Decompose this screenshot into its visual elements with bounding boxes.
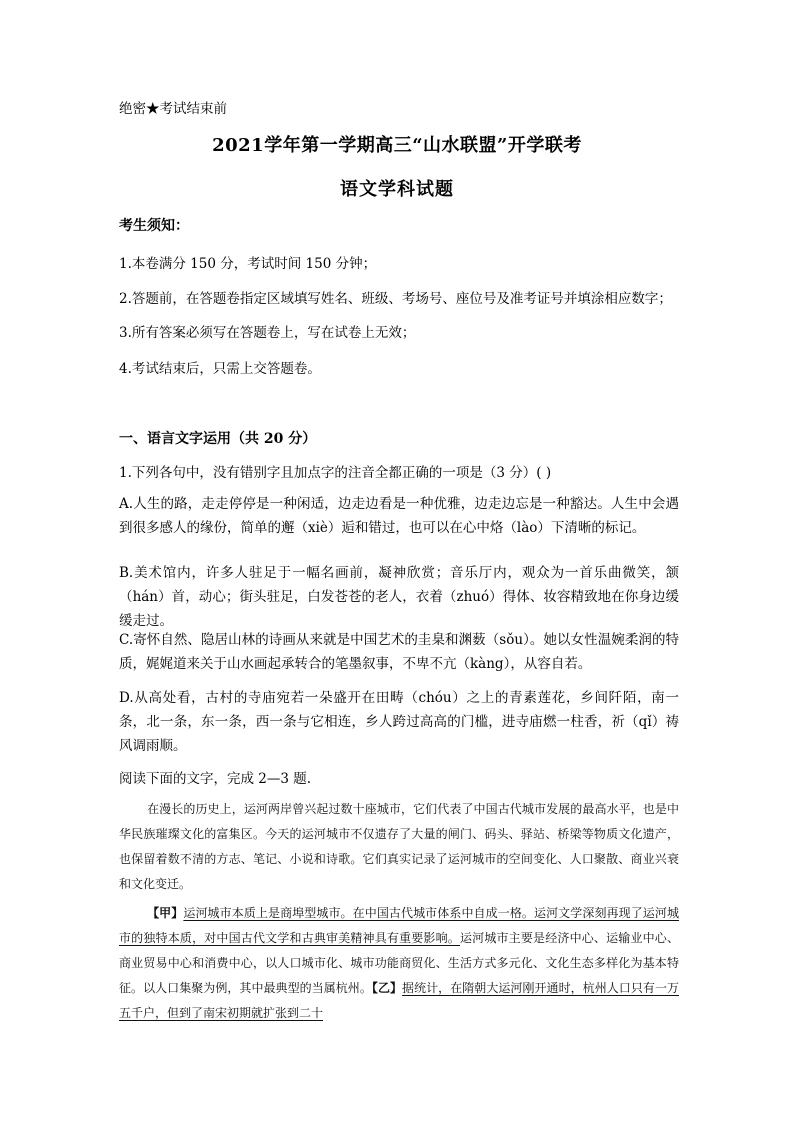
notice-item-4: 4.考试结束后，只需上交答题卷。 bbox=[119, 361, 321, 377]
passage-p2-text: 运河城市主要是经济中心、运输业中心、商业贸易中心和消费中心，以人口城市化、城市功能商贸化、生活方式多元化、文化生态多样化为基本特征。以人口集聚为例，其中最典型的当属杭州。 bbox=[119, 931, 679, 995]
option-a: A.人生的路，走走停停是一种闲适，边走边看是一种优雅，边走边忘是一种豁达。人生中会遇到很多感人的缘份，简单的邂（xiè）逅和错过，也可以在心中烙（lào）下清晰的标记。 bbox=[119, 496, 679, 536]
reading-intro: 阅读下面的文字，完成 2—3 题. bbox=[119, 771, 312, 787]
question-1: 1.下列各句中，没有错别字且加点字的注音全都正确的一项是（3 分）( ) bbox=[119, 465, 552, 481]
passage-paragraph-2 bbox=[119, 901, 679, 1026]
notice-item-1: 1.本卷满分 150 分，考试时间 150 分钟； bbox=[119, 256, 377, 272]
exam-title: 2021学年第一学期高三“山水联盟”开学联考 bbox=[212, 135, 582, 156]
mark-jia: 【甲】 bbox=[147, 906, 184, 920]
section-heading: 一、语言文字运用（共 20 分） bbox=[119, 431, 317, 447]
confidential-label: 绝密★考试结束前 bbox=[119, 101, 227, 117]
option-d: D.从高处看，古村的寺庙宛若一朵盛开在田畴（chóu）之上的青素莲花，乡间阡陌，南一条，北一条，东一条，西一条与它相连，乡人跨过高高的门槛，进寺庙燃一柱香，祈（qǐ）祷风调雨顺。 bbox=[119, 690, 679, 754]
notice-heading: 考生须知： bbox=[119, 218, 189, 234]
passage-p1-text: 在漫长的历史上，运河两岸曾兴起过数十座城市，它们代表了中国古代城市发展的最高水平，也是中华民族璀璨文化的富集区。今天的运河城市不仅遗存了大量的闸门、码头、驿站、桥梁等物质文化遗产，也保留着数不清的方志、笔记、小说和诗歌。它们真实记录了运河城市的空间变化、人口聚散、商业兴衰和文化变迁。 bbox=[119, 802, 679, 891]
notice-item-3: 3.所有答案必须写在答题卷上，写在试卷上无效； bbox=[119, 325, 416, 341]
notice-item-2: 2.答题前，在答题卷指定区域填写姓名、班级、考场号、座位号及准考证号并填涂相应数字； bbox=[119, 291, 672, 307]
passage-paragraph-1 bbox=[119, 797, 679, 897]
underlined-sentence-yi: 据统计，在隋朝大运河刚开通时，杭州人口只有一万五千户，但到了南宋初期就扩张到二十 bbox=[119, 981, 679, 1020]
option-c: C.寄怀自然、隐居山林的诗画从来就是中国艺术的圭臬和渊薮（sǒu）。她以女性温婉柔润的特质，娓娓道来关于山水画起承转合的笔墨叙事，不卑不亢（kàng），从容自若。 bbox=[119, 632, 679, 672]
exam-subtitle: 语文学科试题 bbox=[340, 179, 454, 200]
mark-yi: 【乙】 bbox=[371, 981, 403, 995]
option-b: B.美术馆内，许多人驻足于一幅名画前，凝神欣赏；音乐厅内，观众为一首乐曲微笑，颔（hán）首，动心；街头驻足，白发苍苍的老人，衣着（zhuó）得体、妆容精致地在你身边缓缓走过。 bbox=[119, 565, 679, 629]
underlined-sentence-jia: 运河城市本质上是商埠型城市。在中国古代城市体系中自成一格。运河文学深刻再现了运河城市的独特本质，对中国古代文学和古典审美精神具有重要影响。 bbox=[119, 906, 679, 945]
